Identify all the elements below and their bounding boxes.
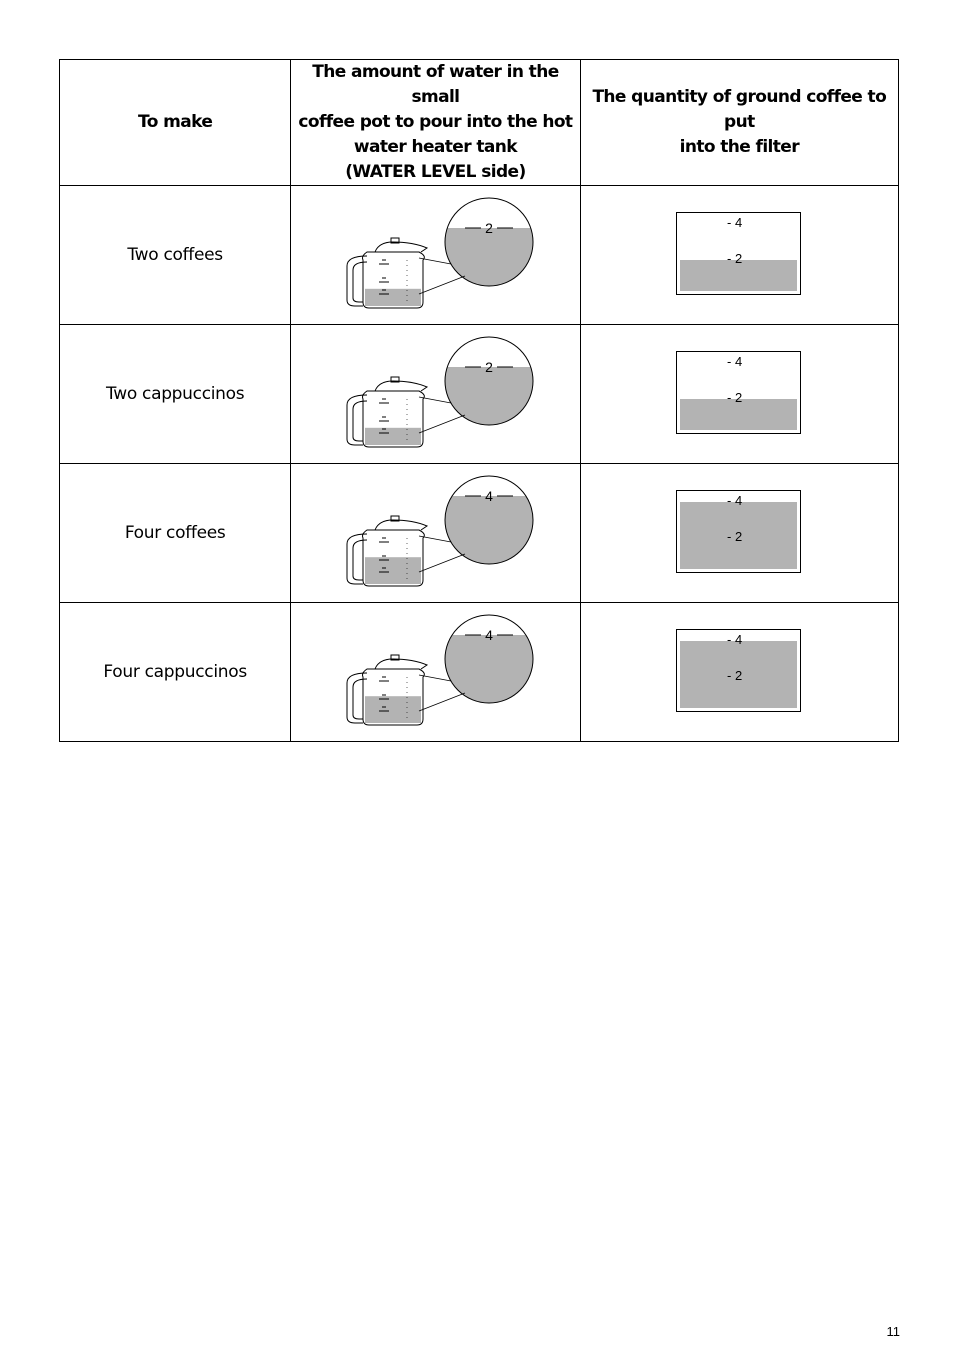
filter-mark-4: - 4 [727, 354, 743, 369]
coffee-pot-illustration [335, 190, 535, 320]
pot-water-fill [365, 428, 421, 445]
coffee-pot-lid [375, 242, 427, 252]
magnifier-pointer-line [419, 536, 451, 542]
header-water-amount [291, 60, 580, 186]
water-level-label: 4 [485, 488, 494, 504]
cup-mark-icon [379, 538, 389, 542]
pot-water-fill [365, 696, 421, 723]
header-coffee-line-1: The quantity of ground coffee to put [592, 87, 887, 132]
magnifier-pointer-line [419, 258, 451, 264]
coffee-filter-cell [580, 325, 898, 464]
pot-water-fill [365, 289, 421, 306]
filter-mark-2: - 2 [727, 668, 743, 683]
cup-mark-icon [379, 260, 389, 264]
cup-mark-icon [379, 417, 389, 421]
header-water-line-2: coffee pot to pour into the hot [298, 112, 573, 132]
coffee-pot-illustration [335, 468, 535, 598]
header-coffee-quantity [580, 60, 898, 186]
row-label: Two cappuccinos [60, 325, 291, 464]
filter-level-illustration [674, 627, 804, 717]
water-level-label: 2 [485, 220, 494, 236]
row-label: Four cappuccinos [60, 603, 291, 742]
coffee-filter-cell [580, 464, 898, 603]
coffee-pot-handle [347, 256, 367, 306]
brewing-guide-table [59, 59, 899, 742]
coffee-pot-lid [375, 381, 427, 391]
filter-mark-2: - 2 [727, 529, 743, 544]
magnifier-pointer-line [419, 693, 465, 711]
coffee-filter-cell [580, 603, 898, 742]
filter-mark-4: - 4 [727, 632, 743, 647]
water-level-cell [291, 464, 580, 603]
header-coffee-line-2: into the filter [679, 137, 800, 157]
magnified-water-fill [445, 367, 533, 455]
magnifier-pointer-line [419, 415, 465, 433]
filter-mark-2: - 2 [727, 251, 743, 266]
header-row [60, 60, 899, 186]
magnifier-pointer-line [419, 554, 465, 572]
coffee-pot-handle [347, 395, 367, 445]
coffee-pot-lid [375, 520, 427, 530]
header-to-make-label: To make [137, 112, 213, 132]
water-level-cell [291, 325, 580, 464]
coffee-pot-illustration [335, 607, 535, 737]
cup-mark-icon [379, 399, 389, 403]
water-level-cell [291, 186, 580, 325]
filter-level-illustration [674, 488, 804, 578]
coffee-pot-handle [347, 534, 367, 584]
row-label: Four coffees [60, 464, 291, 603]
table-row [60, 186, 899, 325]
filter-level-illustration [674, 349, 804, 439]
magnifier-pointer-line [419, 397, 451, 403]
magnifier-pointer-line [419, 276, 465, 294]
coffee-pot-illustration [335, 329, 535, 459]
magnified-water-fill [445, 228, 533, 316]
page-number: 11 [886, 1324, 900, 1339]
header-to-make [60, 60, 291, 186]
filter-mark-4: - 4 [727, 493, 743, 508]
header-water-line-4: (WATER LEVEL side) [345, 162, 526, 182]
coffee-pot-handle [347, 673, 367, 723]
table-row [60, 603, 899, 742]
magnifier-pointer-line [419, 675, 451, 681]
row-label: Two coffees [60, 186, 291, 325]
cup-mark-icon [379, 278, 389, 282]
magnified-water-fill [445, 635, 533, 723]
table-row [60, 325, 899, 464]
water-level-cell [291, 603, 580, 742]
magnified-water-fill [445, 496, 533, 584]
cup-mark-icon [379, 677, 389, 681]
header-water-line-1: The amount of water in the small [312, 62, 559, 107]
table-row [60, 464, 899, 603]
water-level-label: 2 [485, 359, 494, 375]
coffee-filter-cell [580, 186, 898, 325]
water-level-label: 4 [485, 627, 494, 643]
coffee-pot-lid [375, 659, 427, 669]
filter-mark-4: - 4 [727, 215, 743, 230]
filter-level-illustration [674, 210, 804, 300]
header-water-line-3: water heater tank [353, 137, 517, 157]
filter-mark-2: - 2 [727, 390, 743, 405]
pot-water-fill [365, 557, 421, 584]
